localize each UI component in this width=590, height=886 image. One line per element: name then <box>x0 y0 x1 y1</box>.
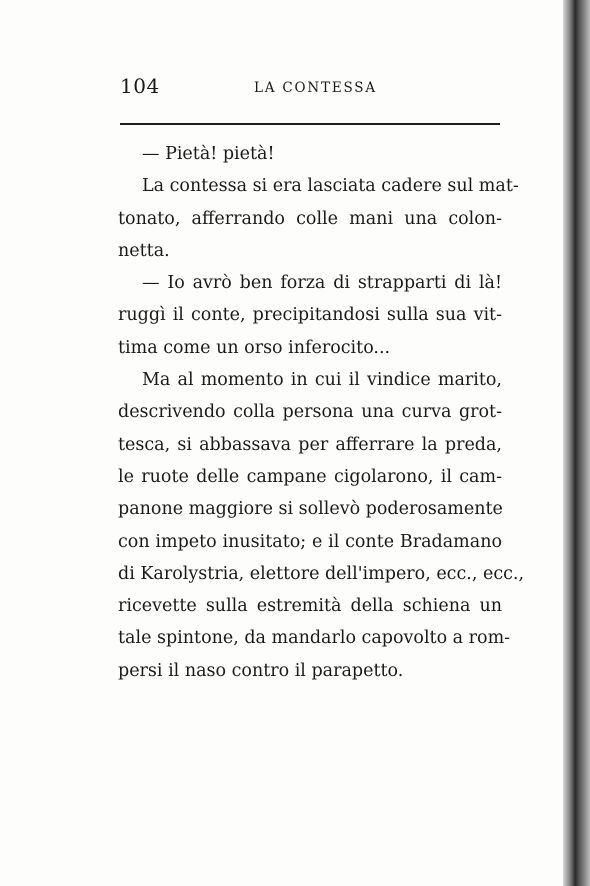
paragraph-1 <box>118 138 502 170</box>
text-line: La contessa si era lasciata cadere sul mat- <box>142 176 519 197</box>
text-line: netta. <box>118 240 170 261</box>
text-line: tesca, si abbassava per afferrare la preda, <box>118 434 502 455</box>
paragraph-4 <box>118 364 525 687</box>
text-line: le ruote delle campane cigolarono, il cam- <box>118 466 502 487</box>
page-edge-shadow <box>563 0 590 886</box>
paragraph-3 <box>118 267 502 364</box>
running-title: LA CONTESSA <box>254 80 377 96</box>
text-line: — Io avrò ben forza di strapparti di là! <box>142 273 502 294</box>
body-text <box>118 138 525 687</box>
text-line: ruggì il conte, precipitandosi sulla sua vit- <box>118 305 502 326</box>
text-line: tima come un orso inferocito... <box>118 337 391 358</box>
text-line: con impeto inusitato; e il conte Bradamano <box>118 531 502 552</box>
text-line: descrivendo colla persona una curva grot- <box>118 402 502 423</box>
text-line: ricevette sulla estremità della schiena un <box>118 596 502 617</box>
text-line: Ma al momento in cui il vindice marito, <box>142 370 502 391</box>
text-line: persi il naso contro il parapetto. <box>118 660 404 681</box>
text-line: tonato, afferrando colle mani una colon- <box>118 208 502 229</box>
text-line: panone maggiore si sollevò poderosamente <box>118 499 503 520</box>
text-line: — Pietà! pietà! <box>142 144 275 164</box>
text-line: tale spintone, da mandarlo capovolto a rom- <box>118 628 511 649</box>
paragraph-2 <box>118 170 519 267</box>
text-line: di Karolystria, elettore dell'impero, ecc., ecc., <box>118 563 525 584</box>
running-head <box>120 74 500 102</box>
page-number: 104 <box>120 74 160 98</box>
header-rule <box>120 123 500 125</box>
